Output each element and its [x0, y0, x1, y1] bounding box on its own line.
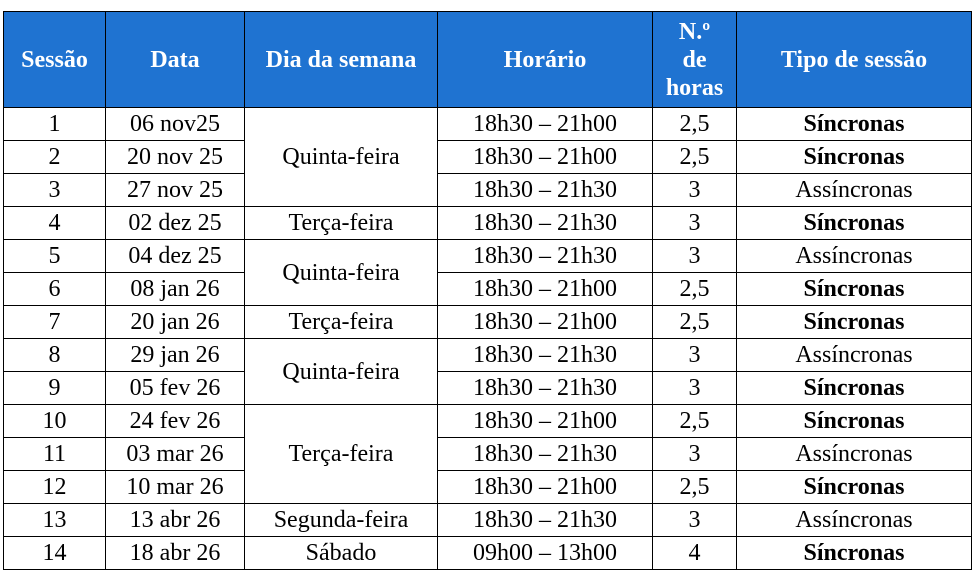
- cell-sessao: 1: [4, 108, 106, 141]
- cell-horas: 4: [653, 537, 737, 570]
- cell-sessao: 11: [4, 438, 106, 471]
- cell-sessao: 8: [4, 339, 106, 372]
- session-schedule-table: [3, 11, 972, 570]
- cell-data: 02 dez 25: [106, 207, 245, 240]
- table-row: [4, 405, 972, 438]
- cell-data: 27 nov 25: [106, 174, 245, 207]
- cell-sessao: 10: [4, 405, 106, 438]
- cell-dia-da-semana: Terça-feira: [245, 207, 438, 240]
- cell-horas: 3: [653, 504, 737, 537]
- cell-horario: 18h30 – 21h00: [438, 405, 653, 438]
- cell-horas: 3: [653, 438, 737, 471]
- cell-horario: 18h30 – 21h30: [438, 207, 653, 240]
- cell-horas: 2,5: [653, 108, 737, 141]
- cell-data: 20 nov 25: [106, 141, 245, 174]
- table-row: [4, 306, 972, 339]
- cell-dia-da-semana: Quinta-feira: [245, 108, 438, 207]
- cell-horario: 18h30 – 21h00: [438, 273, 653, 306]
- cell-sessao: 2: [4, 141, 106, 174]
- header-numero-de-horas: [653, 12, 737, 108]
- cell-data: 29 jan 26: [106, 339, 245, 372]
- cell-tipo-de-sessao: Síncronas: [737, 306, 972, 339]
- table-row: [4, 339, 972, 372]
- cell-horario: 18h30 – 21h30: [438, 174, 653, 207]
- cell-data: 08 jan 26: [106, 273, 245, 306]
- cell-dia-da-semana: Quinta-feira: [245, 240, 438, 306]
- cell-tipo-de-sessao: Síncronas: [737, 537, 972, 570]
- cell-dia-da-semana: Terça-feira: [245, 405, 438, 504]
- cell-tipo-de-sessao: Assíncronas: [737, 339, 972, 372]
- cell-sessao: 12: [4, 471, 106, 504]
- cell-horario: 18h30 – 21h00: [438, 141, 653, 174]
- cell-horas: 3: [653, 207, 737, 240]
- cell-data: 05 fev 26: [106, 372, 245, 405]
- cell-horario: 18h30 – 21h30: [438, 372, 653, 405]
- cell-sessao: 4: [4, 207, 106, 240]
- header-horario: Horário: [438, 12, 653, 108]
- cell-dia-da-semana: Sábado: [245, 537, 438, 570]
- header-sessao: Sessão: [4, 12, 106, 108]
- header-dia-da-semana: Dia da semana: [245, 12, 438, 108]
- cell-horas: 2,5: [653, 141, 737, 174]
- header-tipo-de-sessao: Tipo de sessão: [737, 12, 972, 108]
- cell-tipo-de-sessao: Assíncronas: [737, 174, 972, 207]
- table-row: [4, 438, 972, 471]
- table-row: [4, 273, 972, 306]
- cell-horario: 18h30 – 21h30: [438, 438, 653, 471]
- cell-sessao: 3: [4, 174, 106, 207]
- cell-horario: 18h30 – 21h30: [438, 504, 653, 537]
- cell-data: 18 abr 26: [106, 537, 245, 570]
- table-row: [4, 504, 972, 537]
- cell-sessao: 7: [4, 306, 106, 339]
- cell-horas: 3: [653, 240, 737, 273]
- cell-tipo-de-sessao: Assíncronas: [737, 240, 972, 273]
- cell-horas: 2,5: [653, 405, 737, 438]
- cell-sessao: 9: [4, 372, 106, 405]
- table-body: [4, 108, 972, 570]
- cell-sessao: 6: [4, 273, 106, 306]
- header-row: [4, 12, 972, 108]
- cell-tipo-de-sessao: Síncronas: [737, 405, 972, 438]
- cell-tipo-de-sessao: Síncronas: [737, 372, 972, 405]
- cell-horario: 18h30 – 21h30: [438, 339, 653, 372]
- cell-sessao: 13: [4, 504, 106, 537]
- header-horas-line-2: de: [682, 46, 707, 73]
- cell-tipo-de-sessao: Assíncronas: [737, 504, 972, 537]
- cell-data: 10 mar 26: [106, 471, 245, 504]
- cell-tipo-de-sessao: Síncronas: [737, 108, 972, 141]
- cell-horas: 2,5: [653, 273, 737, 306]
- cell-horas: 3: [653, 372, 737, 405]
- header-horas-line-3: horas: [665, 74, 724, 101]
- cell-data: 03 mar 26: [106, 438, 245, 471]
- cell-data: 13 abr 26: [106, 504, 245, 537]
- cell-sessao: 5: [4, 240, 106, 273]
- cell-dia-da-semana: Segunda-feira: [245, 504, 438, 537]
- cell-horas: 3: [653, 339, 737, 372]
- cell-horario: 18h30 – 21h00: [438, 306, 653, 339]
- cell-tipo-de-sessao: Síncronas: [737, 471, 972, 504]
- cell-tipo-de-sessao: Síncronas: [737, 273, 972, 306]
- cell-tipo-de-sessao: Assíncronas: [737, 438, 972, 471]
- cell-data: 06 nov25: [106, 108, 245, 141]
- cell-dia-da-semana: Terça-feira: [245, 306, 438, 339]
- cell-horario: 18h30 – 21h00: [438, 471, 653, 504]
- table-row: [4, 174, 972, 207]
- table-row: [4, 537, 972, 570]
- table-row: [4, 141, 972, 174]
- header-horas-line-1: N.º: [678, 18, 711, 45]
- table-row: [4, 207, 972, 240]
- cell-sessao: 14: [4, 537, 106, 570]
- table-row: [4, 240, 972, 273]
- cell-horario: 18h30 – 21h00: [438, 108, 653, 141]
- table-header: [4, 12, 972, 108]
- cell-horas: 2,5: [653, 471, 737, 504]
- cell-data: 24 fev 26: [106, 405, 245, 438]
- cell-data: 20 jan 26: [106, 306, 245, 339]
- table-row: [4, 471, 972, 504]
- cell-tipo-de-sessao: Síncronas: [737, 141, 972, 174]
- cell-data: 04 dez 25: [106, 240, 245, 273]
- cell-horas: 2,5: [653, 306, 737, 339]
- cell-tipo-de-sessao: Síncronas: [737, 207, 972, 240]
- cell-horario: 18h30 – 21h30: [438, 240, 653, 273]
- table-row: [4, 372, 972, 405]
- header-data: Data: [106, 12, 245, 108]
- cell-horas: 3: [653, 174, 737, 207]
- table-row: [4, 108, 972, 141]
- cell-horario: 09h00 – 13h00: [438, 537, 653, 570]
- cell-dia-da-semana: Quinta-feira: [245, 339, 438, 405]
